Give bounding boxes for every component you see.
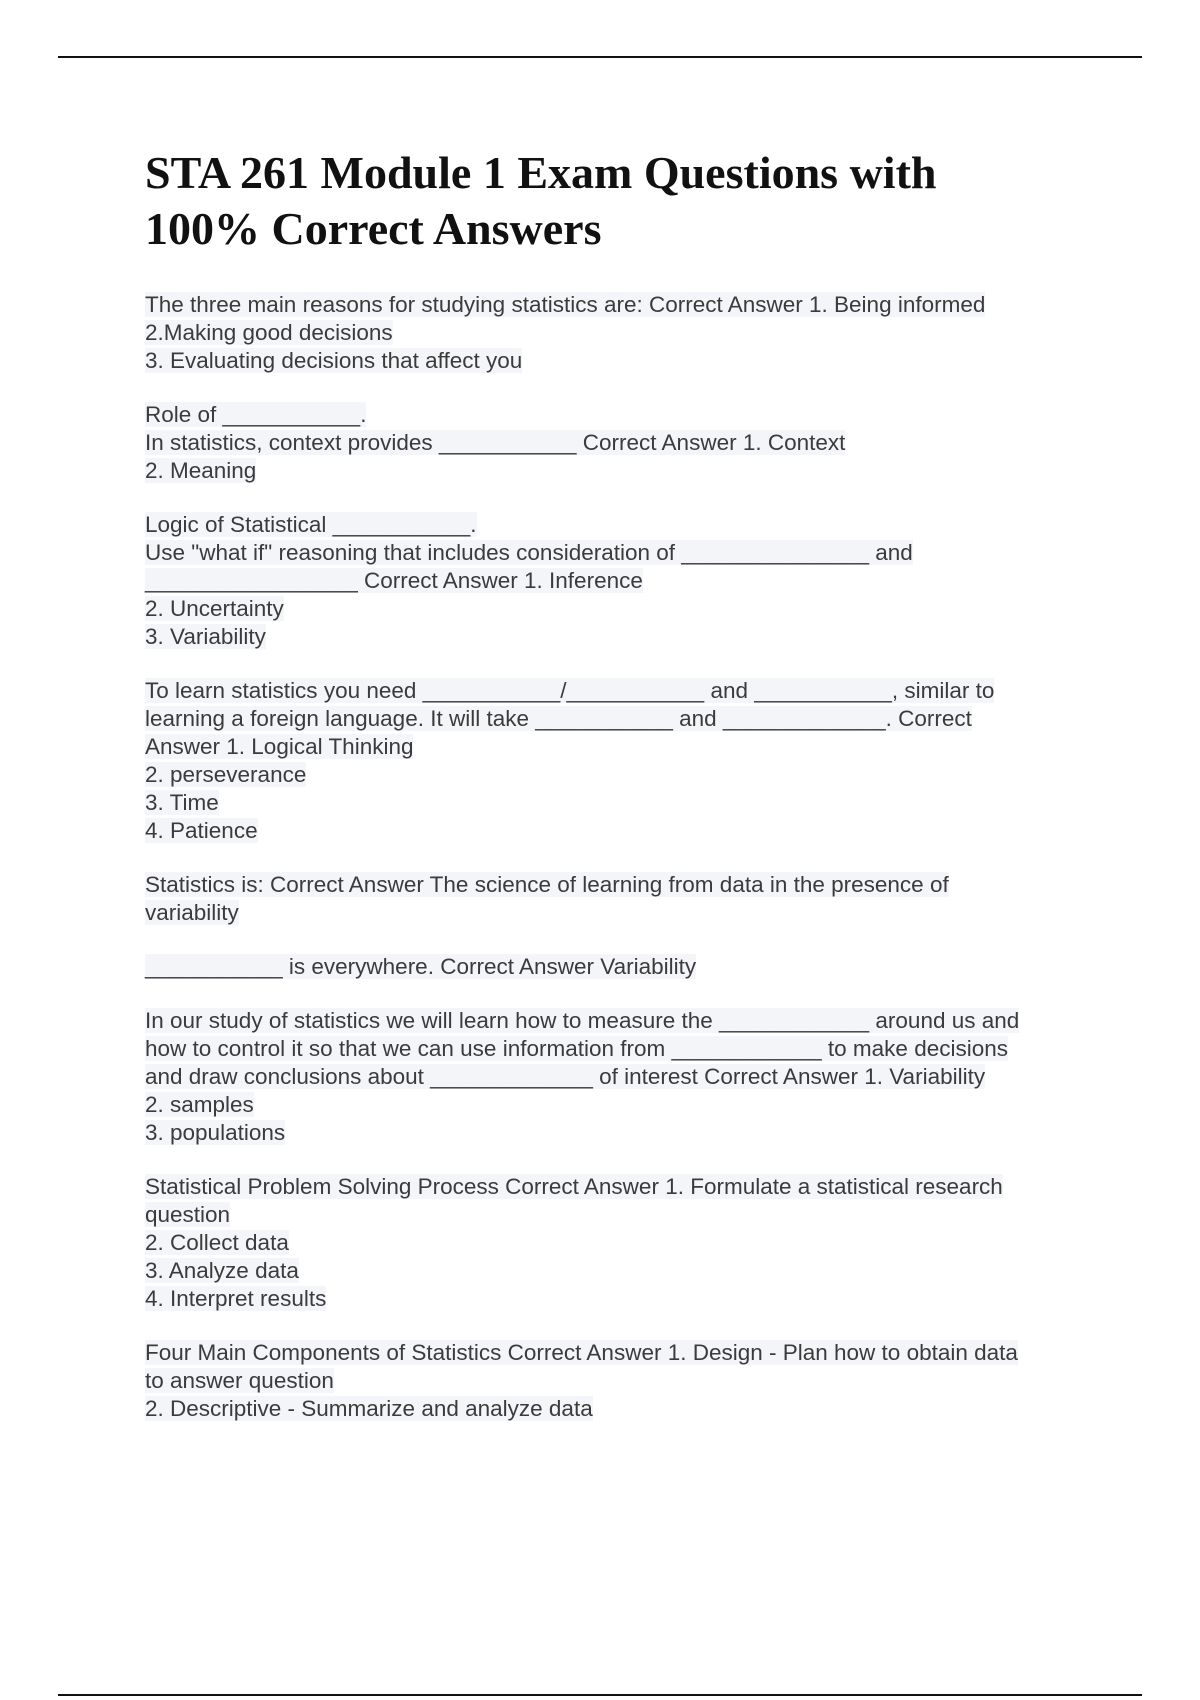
qa-block: [145, 1339, 1095, 1423]
title-line: STA 261 Module 1 Exam Questions with: [145, 147, 937, 198]
document-title: [145, 145, 1095, 257]
qa-block: [145, 1007, 1095, 1147]
document-body: [145, 145, 1095, 1449]
top-rule: [58, 56, 1142, 58]
qa-line: In statistics, context provides ___________ Correct Answer 1. Context: [145, 430, 846, 455]
qa-line: ___________ is everywhere. Correct Answer Variability: [145, 954, 697, 979]
qa-line: to answer question: [145, 1368, 334, 1393]
qa-line: Statistics is: Correct Answer The science of learning from data in the presence of: [145, 872, 949, 897]
qa-line: 3. Analyze data: [145, 1258, 299, 1283]
qa-line: 2. Descriptive - Summarize and analyze data: [145, 1396, 593, 1421]
qa-line: learning a foreign language. It will take ___________ and _____________. Correct: [145, 706, 972, 731]
qa-line: 3. Evaluating decisions that affect you: [145, 348, 523, 373]
qa-line: 2. perseverance: [145, 762, 307, 787]
qa-block: [145, 953, 1095, 981]
qa-line: how to control it so that we can use information from ____________ to make decisions: [145, 1036, 1008, 1061]
qa-line: 2. Meaning: [145, 458, 257, 483]
qa-line: 2. Uncertainty: [145, 596, 284, 621]
qa-line: Use "what if" reasoning that includes consideration of _______________ and: [145, 540, 913, 565]
qa-line: 3. Time: [145, 790, 219, 815]
qa-line: 4. Patience: [145, 818, 258, 843]
qa-block: [145, 1173, 1095, 1313]
qa-line: To learn statistics you need ___________/___________ and ___________, similar to: [145, 678, 995, 703]
qa-block: [145, 291, 1095, 375]
qa-line: Logic of Statistical ___________.: [145, 512, 477, 537]
qa-line: The three main reasons for studying statistics are: Correct Answer 1. Being informed: [145, 292, 986, 317]
qa-line: 2.Making good decisions: [145, 320, 393, 345]
qa-block: [145, 677, 1095, 845]
qa-line: variability: [145, 900, 239, 925]
qa-line: 3. populations: [145, 1120, 286, 1145]
qa-line: 2. samples: [145, 1092, 254, 1117]
qa-line: and draw conclusions about _____________ of interest Correct Answer 1. Variability: [145, 1064, 986, 1089]
qa-line: 3. Variability: [145, 624, 266, 649]
qa-line: Statistical Problem Solving Process Correct Answer 1. Formulate a statistical research: [145, 1174, 1003, 1199]
qa-block: [145, 871, 1095, 927]
bottom-rule: [58, 1694, 1142, 1696]
qa-line: _________________ Correct Answer 1. Inference: [145, 568, 643, 593]
qa-block: [145, 401, 1095, 485]
qa-block: [145, 511, 1095, 651]
qa-line: 2. Collect data: [145, 1230, 289, 1255]
qa-line: question: [145, 1202, 231, 1227]
qa-line: Four Main Components of Statistics Correct Answer 1. Design - Plan how to obtain data: [145, 1340, 1018, 1365]
qa-line: 4. Interpret results: [145, 1286, 327, 1311]
qa-line: In our study of statistics we will learn how to measure the ____________ around us and: [145, 1008, 1020, 1033]
qa-line: Answer 1. Logical Thinking: [145, 734, 414, 759]
title-line: 100% Correct Answers: [145, 203, 602, 254]
qa-line: Role of ___________.: [145, 402, 367, 427]
